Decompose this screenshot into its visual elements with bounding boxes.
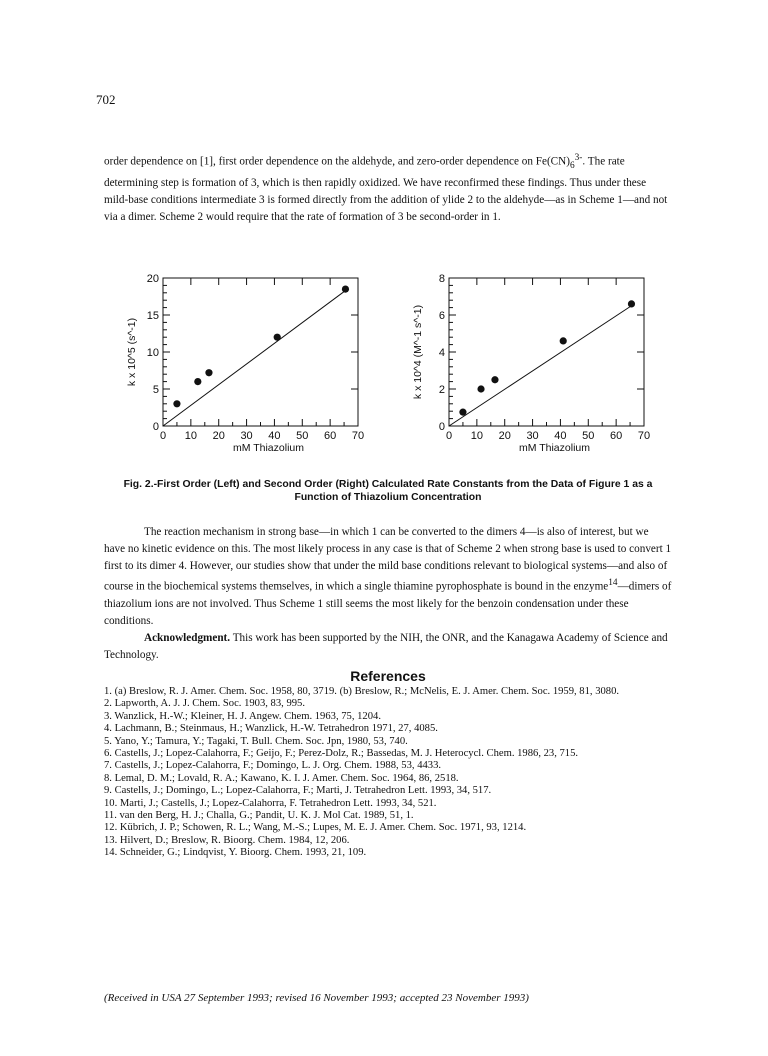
second-order-rate-chart: [404, 268, 674, 468]
references-list: [104, 686, 684, 860]
x-tick-label: 30: [240, 430, 253, 442]
y-tick-label: 2: [438, 384, 445, 396]
x-tick-label: 0: [445, 430, 453, 442]
reference-item: 3. Wanzlick, H.-W.; Kleiner, H. J. Angew. Chem. 1963, 75, 1204.: [104, 710, 381, 722]
fit-line: [163, 291, 345, 426]
mechanism-text-2: —dimers of thiazolium ions are not involved. Thus Scheme 1 still seems the most likely for the benzoin condensation under these conditions.: [104, 580, 672, 627]
reference-item: 8. Lemal, D. M.; Lovald, R. A.; Kawano, K. I. J. Amer. Chem. Soc. 1964, 86, 2518.: [104, 772, 459, 784]
y-tick-label: 20: [146, 273, 159, 285]
x-tick-label: 60: [324, 430, 337, 442]
x-tick-label: 20: [212, 430, 225, 442]
data-point: [560, 337, 567, 344]
data-point: [274, 334, 281, 341]
y-tick-label: 10: [146, 347, 159, 359]
data-point: [194, 378, 201, 385]
page-number: 702: [96, 92, 116, 107]
mechanism-superscript: 14: [608, 578, 618, 588]
data-point: [459, 409, 466, 416]
reference-item: 2. Lapworth, A. J. J. Chem. Soc. 1903, 83, 995.: [104, 698, 305, 710]
reference-item: 6. Castells, J.; Lopez-Calahorra, F.; Geijo, F.; Perez-Dolz, R.; Bassedas, M. J. Heterocycl. Chem. 1986, 23, 715.: [104, 748, 579, 760]
y-axis-label: k x 10^4 (M^-1 s^-1): [412, 304, 424, 400]
reference-item: 11. van den Berg, H. J.; Challa, G.; Pandit, U. K. J. Mol Cat. 1989, 51, 1.: [104, 810, 414, 822]
acknowledgment-text: This work has been supported by the NIH, the ONR, and the Kanagawa Academy of Science and Technology.: [104, 631, 668, 661]
x-tick-label: 10: [470, 430, 483, 442]
reference-item: 1. (a) Breslow, R. J. Amer. Chem. Soc. 1958, 80, 3719. (b) Breslow, R.; McNelis, E. J. Amer. Chem. Soc. 1959, 81, 3080.: [104, 686, 620, 697]
references-heading: References: [350, 668, 426, 684]
x-tick-label: 20: [498, 430, 511, 442]
reference-item: 4. Lachmann, B.; Steinmaus, H.; Wanzlick, H.-W. Tetrahedron 1971, 27, 4085.: [104, 723, 438, 735]
reference-item: 10. Marti, J.; Castells, J.; Lopez-Calahorra, F. Tetrahedron Lett. 1993, 34, 521.: [104, 797, 437, 809]
x-tick-label: 10: [184, 430, 197, 442]
data-point: [205, 369, 212, 376]
y-tick-label: 5: [152, 384, 159, 396]
top-paragraph-superscript: 3-: [574, 153, 583, 163]
x-tick-label: 0: [159, 430, 167, 442]
acknowledgment-title: Acknowledgment.: [144, 631, 231, 644]
reference-item: 7. Castells, J.; Lopez-Calahorra, F.; Domingo, L. J. Org. Chem. 1988, 53, 4433.: [104, 760, 442, 772]
x-tick-label: 50: [296, 430, 309, 442]
y-axis-label: k x 10^5 (s^-1): [126, 317, 138, 387]
reference-item: 9. Castells, J.; Domingo, L.; Lopez-Calahorra, F.; Marti, J. Tetrahedron Lett. 1993, 34, 517.: [104, 785, 492, 797]
x-axis-label: mM Thiazolium: [519, 442, 590, 454]
mechanism-text-1: The reaction mechanism in strong base—in which 1 can be converted to the dimers 4—is also of interest, but we have no kinetic evidence on this. The most likely process in any case is that of Scheme 2 when strong base is used to convert 1 first to its dimer 4. However, our studies show that under the mild base conditions relevant to biological systems—and also of course in the biochemical systems themselves, in which a single thiamine pyrophosphate is bound in the enzyme: [104, 526, 672, 593]
data-point: [477, 385, 484, 392]
figure-caption: Fig. 2.-First Order (Left) and Second Order (Right) Calculated Rate Constants from the Data of Figure 1 as a Function of Thiazolium Concentration: [123, 479, 653, 503]
x-tick-label: 50: [582, 430, 595, 442]
data-point: [173, 400, 180, 407]
y-tick-label: 15: [146, 310, 159, 322]
x-tick-label: 60: [610, 430, 623, 442]
first-order-rate-chart: [118, 268, 388, 468]
reference-item: 13. Hilvert, D.; Breslow, R. Bioorg. Chem. 1984, 12, 206.: [104, 834, 350, 846]
x-tick-label: 70: [351, 430, 365, 442]
y-tick-label: 0: [438, 421, 445, 433]
y-tick-label: 4: [438, 347, 445, 359]
plot-frame: [449, 278, 644, 426]
reference-item: 12. Kübrich, J. P.; Schowen, R. L.; Wang, M.-S.; Lupes, M. E. J. Amer. Chem. Soc. 1971, 93, 1214.: [104, 822, 527, 834]
x-tick-label: 70: [637, 430, 651, 442]
data-point: [628, 300, 635, 307]
y-tick-label: 8: [438, 273, 445, 285]
data-point: [491, 376, 498, 383]
top-paragraph-subscript: 6: [569, 160, 575, 171]
reference-item: 14. Schneider, G.; Lindqvist, Y. Bioorg. Chem. 1993, 21, 109.: [104, 847, 367, 859]
y-tick-label: 6: [438, 310, 445, 322]
mechanism-paragraph: [104, 524, 672, 664]
data-point: [342, 286, 349, 293]
top-paragraph: [104, 150, 672, 226]
reference-item: 5. Yano, Y.; Tamura, Y.; Tagaki, T. Bull. Chem. Soc. Jpn, 1980, 53, 740.: [104, 735, 408, 747]
y-tick-label: 0: [152, 421, 159, 433]
fit-line: [449, 306, 631, 426]
top-paragraph-text-1: order dependence on [1], first order dependence on the aldehyde, and zero-order dependence on Fe(CN): [104, 155, 570, 168]
x-tick-label: 30: [526, 430, 539, 442]
x-tick-label: 40: [268, 430, 281, 442]
x-tick-label: 40: [554, 430, 567, 442]
received-dates: (Received in USA 27 September 1993; revised 16 November 1993; accepted 23 November 1993): [104, 992, 529, 1004]
x-axis-label: mM Thiazolium: [233, 442, 304, 454]
top-paragraph-text-2: . The rate determining step is formation of 3, which is then rapidly oxidized. We have reconfirmed these findings. Thus under these mild-base conditions intermediate 3 is formed directly from the addition of ylide 2 to the aldehyde—as in Scheme 1—and not via a dimer. Scheme 2 would require that the rate of formation of 3 be second-order in 1.: [104, 155, 668, 223]
